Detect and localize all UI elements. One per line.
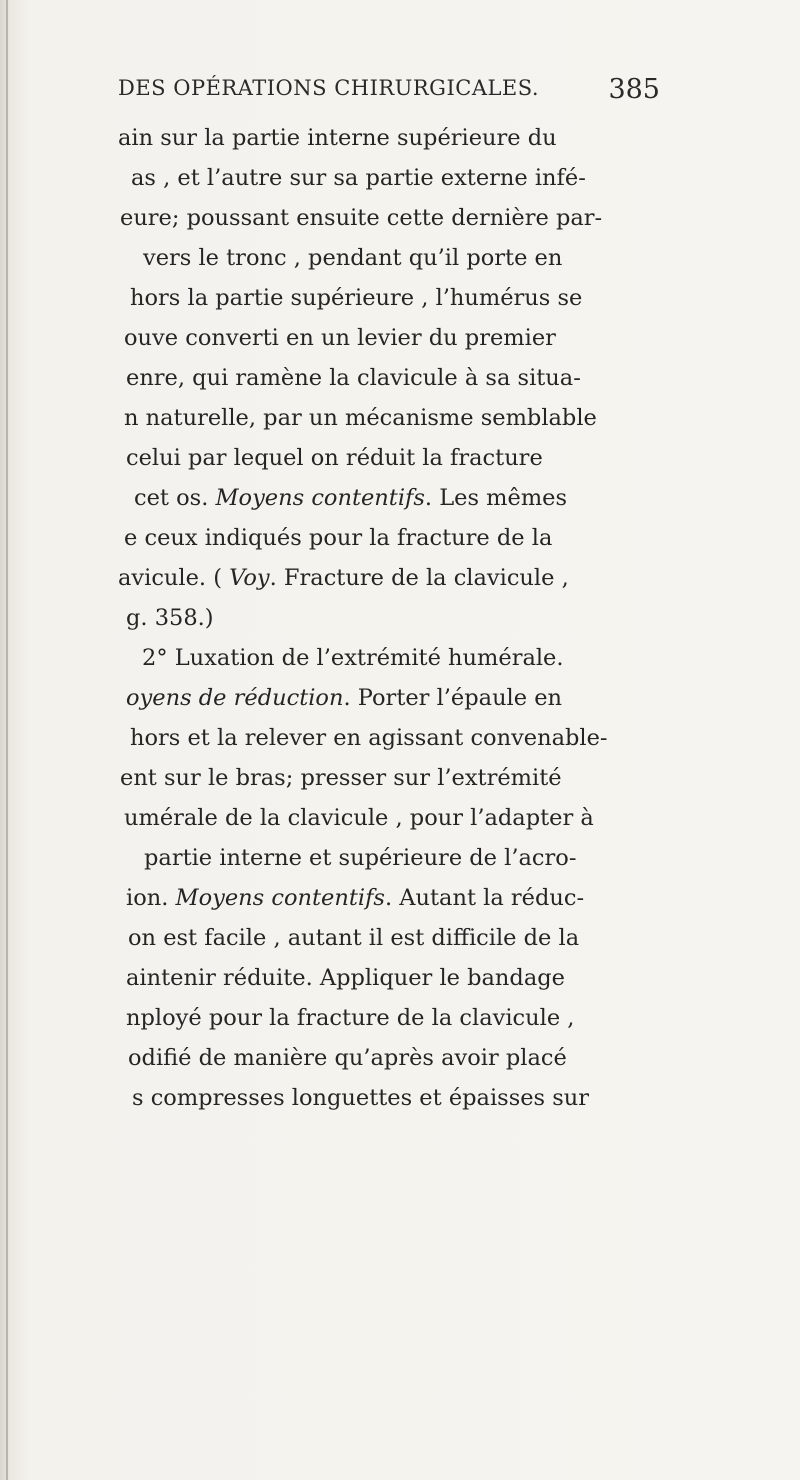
text-line: celui par lequel on réduit la fracture bbox=[126, 445, 543, 471]
italic-heading: Moyens contentifs bbox=[215, 485, 425, 511]
text-line: e ceux indiqués pour la fracture de la bbox=[124, 525, 553, 551]
text-line: ain sur la partie interne supérieure du bbox=[118, 125, 557, 151]
text-line: ent sur le bras; presser sur l’extrémité bbox=[120, 765, 562, 791]
text-line: ion. Moyens contentifs. Autant la réduc- bbox=[126, 885, 585, 911]
italic-heading: Moyens contentifs bbox=[175, 885, 385, 911]
text-line: partie interne et supérieure de l’acro- bbox=[144, 845, 577, 871]
text-line: vers le tronc , pendant qu’il porte en bbox=[143, 245, 563, 271]
running-head: DES OPÉRATIONS CHIRURGICALES. bbox=[118, 76, 540, 100]
text-line: avicule. ( Voy. Fracture de la clavicule , bbox=[118, 565, 569, 591]
text-line: cet os. Moyens contentifs. Les mêmes bbox=[134, 485, 568, 511]
text-line: s compresses longuettes et épaisses sur bbox=[132, 1085, 590, 1111]
text-line: hors la partie supérieure , l’humérus se bbox=[130, 285, 583, 311]
text-line: g. 358.) bbox=[126, 605, 214, 631]
text-line: odifié de manière qu’après avoir placé bbox=[128, 1045, 567, 1071]
text-line: as , et l’autre sur sa partie externe infé- bbox=[131, 165, 586, 191]
binding-edge bbox=[6, 0, 8, 1480]
text-line: nployé pour la fracture de la clavicule , bbox=[126, 1005, 575, 1031]
italic-reference: Voy bbox=[229, 565, 270, 591]
page-number: 385 bbox=[608, 74, 660, 105]
text-line: 2° Luxation de l’extrémité humérale. bbox=[142, 645, 564, 671]
text-line: n naturelle, par un mécanisme semblable bbox=[124, 405, 597, 431]
text-line: ouve converti en un levier du premier bbox=[124, 325, 556, 351]
page-header bbox=[118, 74, 660, 114]
text-line: oyens de réduction. Porter l’épaule en bbox=[126, 685, 563, 711]
text-line: umérale de la clavicule , pour l’adapter à bbox=[124, 805, 594, 831]
text-line: eure; poussant ensuite cette dernière par- bbox=[120, 205, 603, 231]
italic-heading: oyens de réduction bbox=[126, 685, 344, 711]
text-line: on est facile , autant il est difficile de la bbox=[128, 925, 580, 951]
text-line: aintenir réduite. Appliquer le bandage bbox=[126, 965, 565, 991]
text-line: enre, qui ramène la clavicule à sa situa- bbox=[126, 365, 581, 391]
text-line: hors et la relever en agissant convenable- bbox=[130, 725, 608, 751]
